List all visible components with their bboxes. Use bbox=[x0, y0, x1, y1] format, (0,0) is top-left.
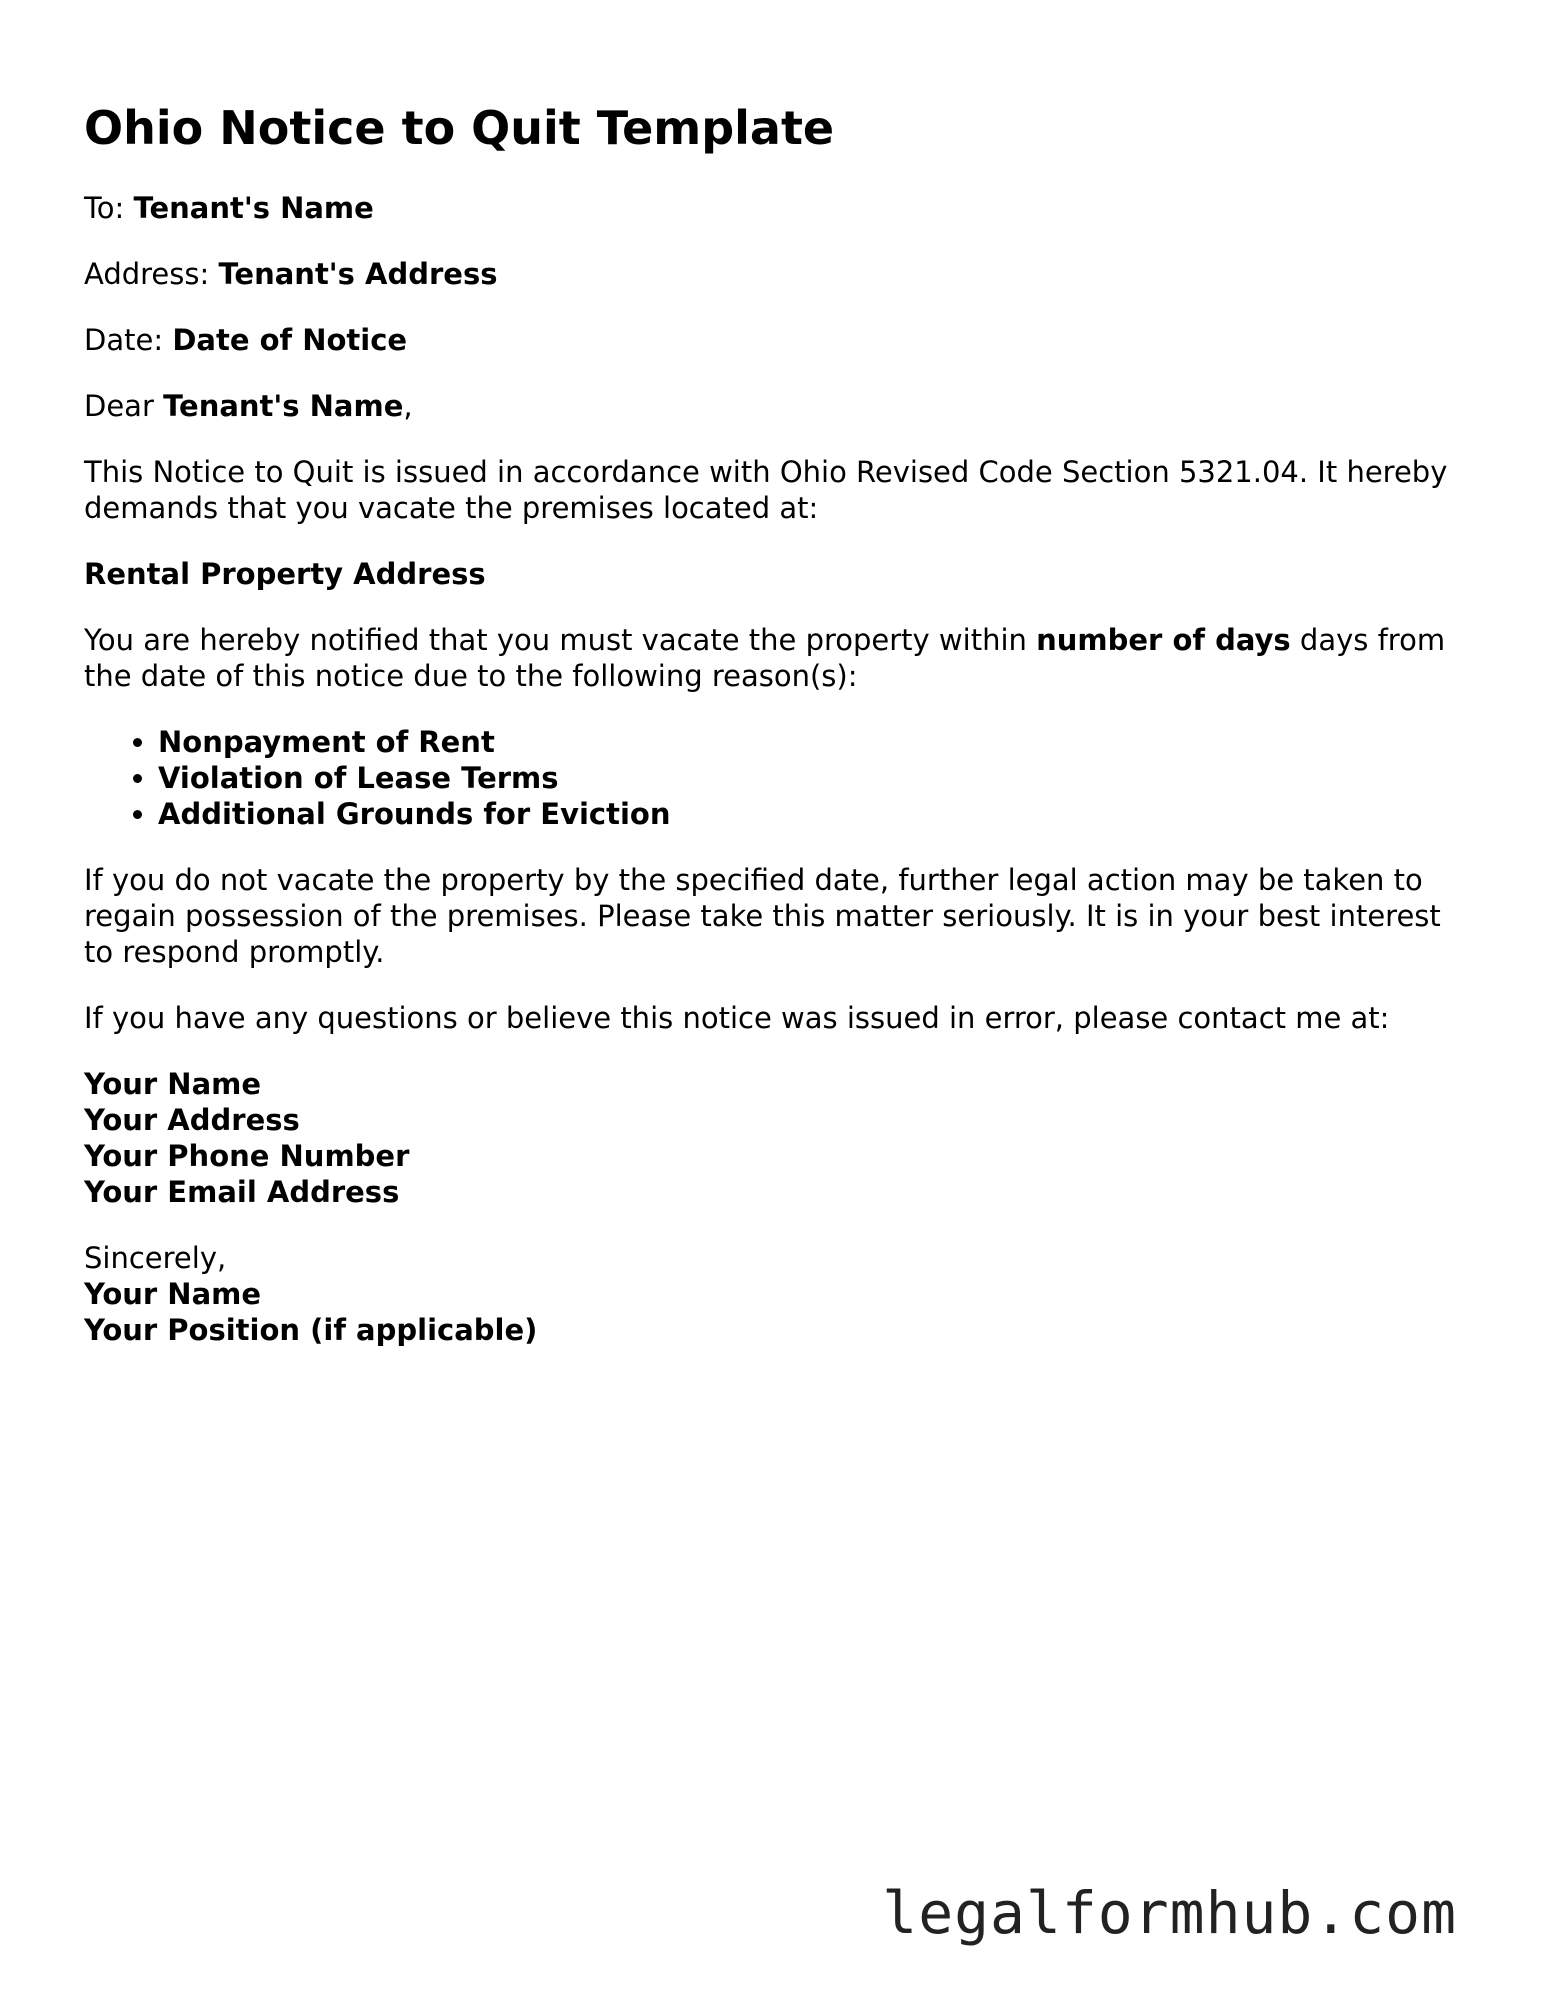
list-item: • Additional Grounds for Eviction bbox=[158, 796, 1464, 832]
date-value: Date of Notice bbox=[172, 323, 408, 357]
notice-days: number of days bbox=[1036, 623, 1291, 657]
document-page bbox=[84, 100, 1464, 1348]
salutation-prefix: Dear bbox=[84, 389, 154, 423]
closing-name: Your Name bbox=[84, 1277, 262, 1311]
salutation-name: Tenant's Name bbox=[163, 389, 404, 423]
notice-after: days from the date of this notice due to the following reason(s): bbox=[84, 623, 1446, 693]
property-address-value: Rental Property Address bbox=[84, 557, 486, 591]
contact-phone: Your Phone Number bbox=[84, 1139, 410, 1173]
sign-off: Sincerely, bbox=[84, 1241, 227, 1275]
date-label: Date: bbox=[84, 323, 164, 357]
list-item: • Nonpayment of Rent bbox=[158, 724, 1464, 760]
notice-before: You are hereby notified that you must vacate the property within bbox=[84, 623, 1027, 657]
contact-block bbox=[84, 1066, 1464, 1210]
closing-block bbox=[84, 1240, 1464, 1348]
contact-email: Your Email Address bbox=[84, 1175, 400, 1209]
contact-intro: If you have any questions or believe this notice was issued in error, please contact me at: bbox=[84, 1001, 1390, 1035]
closing-position: Your Position (if applicable) bbox=[84, 1313, 538, 1347]
salutation bbox=[84, 388, 1464, 424]
address-label: Address: bbox=[84, 257, 210, 291]
to-label: To: bbox=[84, 191, 125, 225]
contact-name: Your Name bbox=[84, 1067, 262, 1101]
watermark: legalformhub.com bbox=[882, 1879, 1457, 1947]
property-address bbox=[84, 556, 1464, 592]
list-item: • Violation of Lease Terms bbox=[158, 760, 1464, 796]
salutation-suffix: , bbox=[403, 389, 413, 423]
date-line bbox=[84, 322, 1464, 358]
to-value: Tenant's Name bbox=[133, 191, 374, 225]
to-line bbox=[84, 190, 1464, 226]
document-title: Ohio Notice to Quit Template bbox=[84, 101, 835, 155]
address-value: Tenant's Address bbox=[218, 257, 498, 291]
reasons-list bbox=[84, 724, 1464, 832]
intro-paragraph: This Notice to Quit is issued in accordance with Ohio Revised Code Section 5321.04. It hereby demands that you vacate the premises located at: bbox=[84, 455, 1448, 525]
address-line bbox=[84, 256, 1464, 292]
notice-paragraph bbox=[84, 622, 1464, 694]
warning-paragraph: If you do not vacate the property by the specified date, further legal action may be taken to regain possession of the premises. Please take this matter seriously. It is in your best interest to respond promptly. bbox=[84, 863, 1441, 969]
contact-address: Your Address bbox=[84, 1103, 300, 1137]
